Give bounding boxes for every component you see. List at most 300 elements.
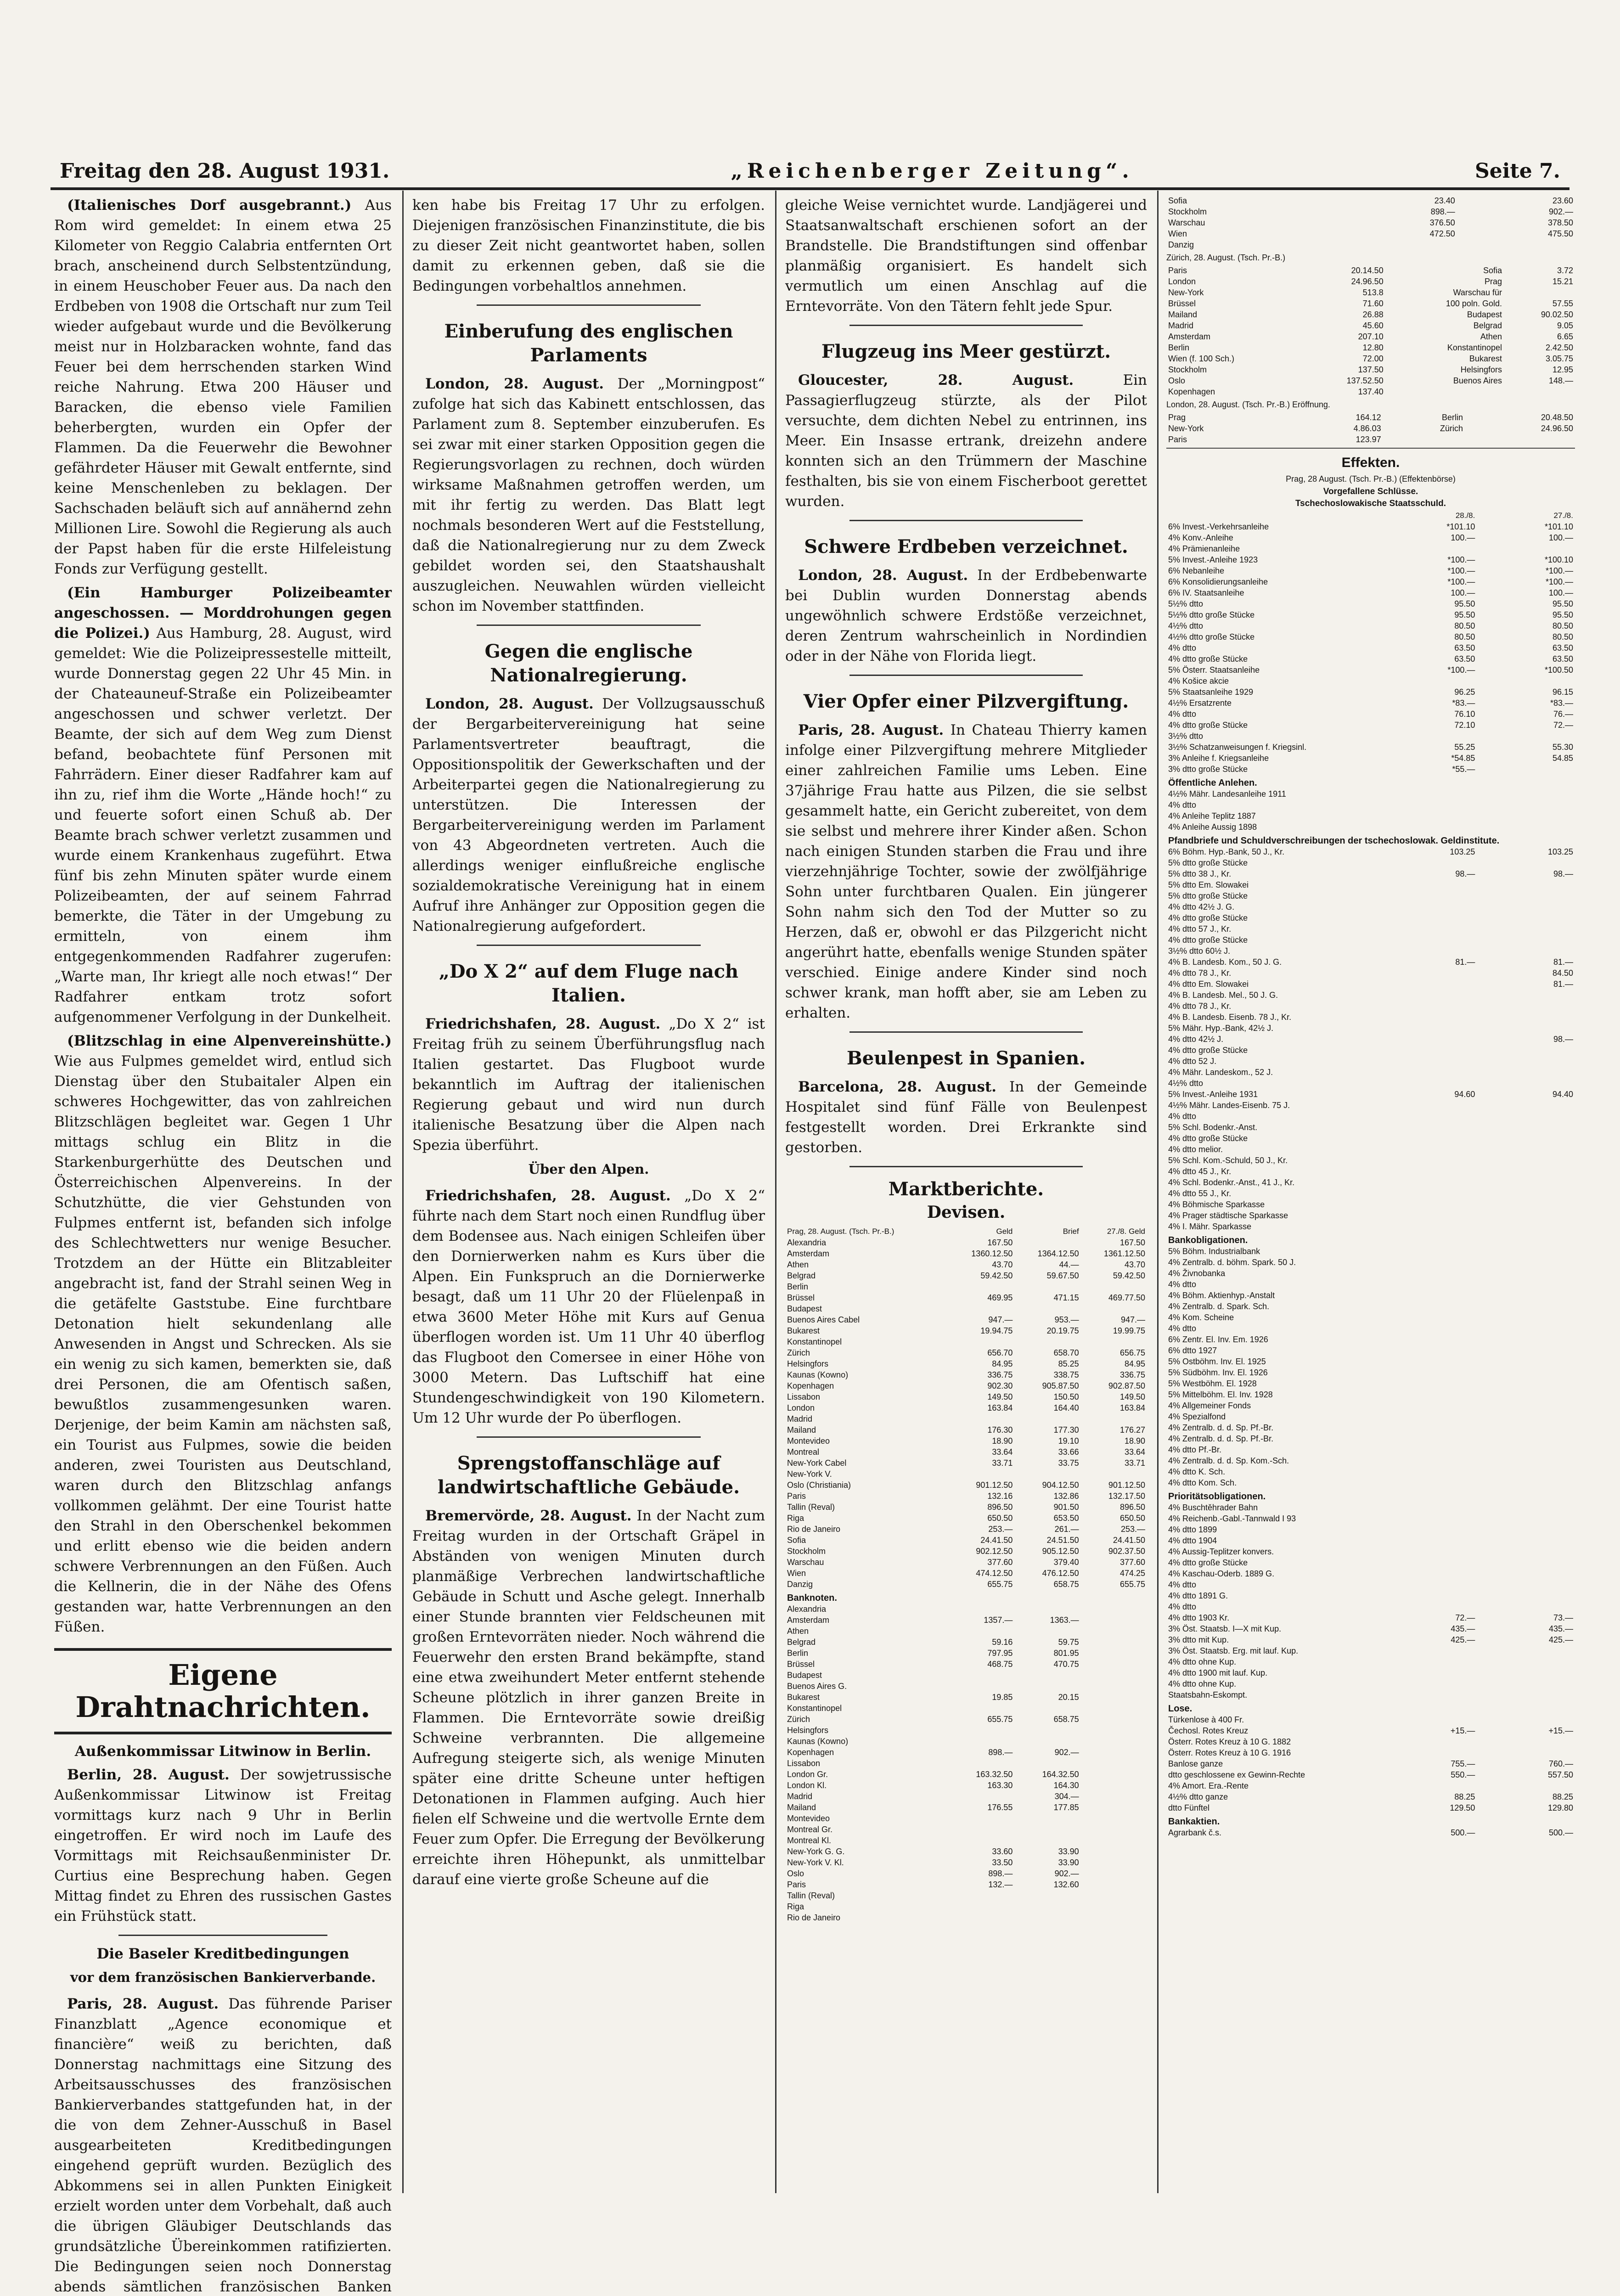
value-cell xyxy=(1379,901,1477,912)
value-cell xyxy=(1014,1303,1080,1314)
value-cell xyxy=(1379,1301,1477,1312)
security-row xyxy=(1166,979,1575,990)
value-cell: 98.— xyxy=(1553,1035,1573,1044)
label-cell: 5% Böhm. Industrialbank xyxy=(1168,1247,1260,1256)
value-cell: 33.60 xyxy=(992,1847,1013,1856)
label-cell: Paris xyxy=(1168,266,1187,275)
rate-row xyxy=(1166,342,1575,353)
value-cell: 132.60 xyxy=(1053,1880,1079,1889)
header-row xyxy=(1166,510,1575,521)
section-heading: Pfandbriefe und Schuldverschreibungen der tschechoslowak. Geldinstitute. xyxy=(1168,836,1500,846)
value-cell xyxy=(1379,1166,1477,1177)
value-cell: 24.96.50 xyxy=(1351,277,1384,286)
label-cell: 4% Reichenb.-Gabl.-Tannwald I 93 xyxy=(1168,1514,1296,1523)
value-cell xyxy=(1014,1736,1080,1747)
value-cell xyxy=(1379,923,1477,934)
rate-row xyxy=(1166,386,1575,397)
label-cell: 4½% dtto xyxy=(1168,1079,1204,1088)
section-row xyxy=(1166,1700,1575,1714)
label-cell: New-York G. G. xyxy=(787,1847,845,1856)
value-cell xyxy=(1477,1513,1575,1524)
value-cell xyxy=(1379,822,1477,833)
value-cell xyxy=(1379,968,1477,979)
value-cell: Budapest xyxy=(1467,310,1502,319)
value-cell xyxy=(1379,990,1477,1001)
value-cell: 1364.12.50 xyxy=(1037,1249,1079,1258)
security-row xyxy=(1166,990,1575,1001)
value-cell xyxy=(1477,1422,1575,1433)
value-cell xyxy=(1477,901,1575,912)
value-cell: 2.42.50 xyxy=(1545,343,1573,352)
label-cell: Athen xyxy=(787,1260,809,1269)
value-cell: 137.50 xyxy=(1358,365,1384,374)
value-cell: 476.12.50 xyxy=(1042,1569,1079,1578)
value-cell xyxy=(1379,1045,1477,1056)
banknote-row xyxy=(785,1769,1147,1780)
value-cell xyxy=(1477,1747,1575,1758)
currency-row xyxy=(785,1491,1147,1502)
security-row xyxy=(1166,1111,1575,1122)
security-row xyxy=(1166,521,1575,532)
headline-mushroom: Vier Opfer einer Pilzvergiftung. xyxy=(803,691,1129,712)
value-cell xyxy=(1477,1645,1575,1656)
label-cell: Rio de Janeiro xyxy=(787,1913,841,1922)
column-rule xyxy=(402,191,404,2193)
value-cell xyxy=(1477,1736,1575,1747)
label-cell: Budapest xyxy=(787,1304,822,1313)
value-cell xyxy=(1477,1444,1575,1455)
label-cell: Paris xyxy=(787,1491,806,1501)
value-cell: *100.10 xyxy=(1544,555,1573,564)
headline-parliament: Einberufung des englischen Parlaments xyxy=(444,321,733,366)
label-cell: Danzig xyxy=(1168,240,1194,249)
banknote-row xyxy=(785,1659,1147,1670)
label-cell: Kaunas (Kowno) xyxy=(787,1370,849,1379)
separator xyxy=(849,1031,1083,1033)
label-cell: Mailand xyxy=(1168,310,1198,319)
rate-row xyxy=(1166,265,1575,276)
security-row xyxy=(1166,901,1575,912)
label-cell: 3% dtto große Stücke xyxy=(1168,765,1248,774)
security-row xyxy=(1166,1301,1575,1312)
label-cell: 4% dtto große Stücke xyxy=(1168,720,1248,730)
banknote-row xyxy=(785,1626,1147,1637)
label-cell: London Kl. xyxy=(787,1781,827,1790)
value-cell: 96.15 xyxy=(1552,687,1573,697)
label-cell: 4½% dtto große Stücke xyxy=(1168,632,1255,642)
label-cell: Madrid xyxy=(1168,321,1194,330)
value-cell xyxy=(1477,1100,1575,1111)
value-cell xyxy=(1014,1703,1080,1714)
value-cell: 59.67.50 xyxy=(1046,1271,1079,1280)
rate-row xyxy=(1166,434,1575,445)
article-mushroom: Paris, 28. August. In Chateau Thierry kamen infolge einer Pilzvergiftung mehrere Mitglieder einer zahlreichen Familie ums Leben. Eine 37jährige Frau hatte aus Pilzen, die sie selbst gesammelt hatte, ein Gericht zubereitet, von dem sie selbst und mehrere ihrer Kinder aßen. Schon nach einigen Stunden starben die Frau und ihre vierzehnjährige Tochter, sowie der zwölfjährige Sohn unter furchtbaren Qualen. Ein jüngerer Sohn nahm sich den Tod der Mutter so zu Herzen, daß er, obwohl er das Pilzgericht nicht angerührt hatte, ebenfalls wenige Stunden später verschied. Einige andere Kinder sind noch schwer krank, man hofft aber, sie am Leben zu erhalten. xyxy=(785,722,1148,1021)
label-cell: 3½% dtto 60½ J. xyxy=(1168,946,1231,956)
banknote-row xyxy=(785,1868,1147,1879)
value-cell xyxy=(1081,1758,1147,1769)
devisen-title: Devisen. xyxy=(927,1203,1006,1222)
banknote-row xyxy=(785,1681,1147,1692)
value-cell xyxy=(1379,1177,1477,1188)
staats-title: Tschechoslowakische Staatsschuld. xyxy=(1295,499,1446,508)
value-cell xyxy=(1477,1221,1575,1232)
security-row xyxy=(1166,1279,1575,1290)
value-cell: 84.95 xyxy=(1124,1359,1145,1368)
value-cell: 650.50 xyxy=(1119,1514,1145,1523)
security-row xyxy=(1166,1345,1575,1356)
label-cell: 4% Prämienanleihe xyxy=(1168,544,1240,553)
value-cell: 94.60 xyxy=(1454,1090,1475,1099)
london-heading: London, 28. August. (Tsch. Pr.-B.) Eröffnung. xyxy=(1166,400,1330,409)
value-cell: Zürich xyxy=(1440,424,1463,433)
label-cell: 4½% Mähr. Landesanleihe 1911 xyxy=(1168,789,1286,799)
section-heading: Öffentliche Anlehen. xyxy=(1168,778,1257,788)
security-row xyxy=(1166,1199,1575,1210)
value-cell xyxy=(1081,1791,1147,1802)
value-cell xyxy=(1339,239,1457,250)
label-cell: Prag xyxy=(1168,413,1186,422)
label-cell: New-York xyxy=(1168,424,1204,433)
value-cell xyxy=(1477,1323,1575,1334)
value-cell: 164.12 xyxy=(1356,413,1381,422)
value-cell xyxy=(948,1901,1014,1912)
value-cell xyxy=(1477,1188,1575,1199)
currency-row xyxy=(785,1347,1147,1358)
value-cell xyxy=(1081,1868,1147,1879)
section-heading: Prioritätsobligationen. xyxy=(1168,1491,1266,1502)
value-cell xyxy=(1014,1758,1080,1769)
security-row xyxy=(1166,1689,1575,1700)
security-row xyxy=(1166,788,1575,799)
headline-plane-crash: Flugzeug ins Meer gestürzt. xyxy=(821,341,1111,362)
value-cell: 73.— xyxy=(1553,1613,1573,1622)
label-cell: Lissabon xyxy=(787,1392,821,1401)
security-row xyxy=(1166,764,1575,775)
value-cell xyxy=(1477,1557,1575,1568)
value-cell xyxy=(1081,1835,1147,1846)
value-cell: 24.41.50 xyxy=(1113,1536,1145,1545)
value-cell xyxy=(1379,1334,1477,1345)
label-cell: 4% Böhmische Sparkasse xyxy=(1168,1200,1265,1209)
value-cell xyxy=(1477,1535,1575,1546)
value-cell xyxy=(1379,1411,1477,1422)
currency-row xyxy=(785,1281,1147,1292)
banknote-row xyxy=(785,1637,1147,1648)
value-cell xyxy=(1014,1890,1080,1901)
label-cell: 3% dtto mit Kup. xyxy=(1168,1635,1229,1644)
separator xyxy=(477,304,701,306)
value-cell: 18.90 xyxy=(1124,1436,1145,1446)
value-cell: 33.64 xyxy=(992,1447,1013,1457)
security-row xyxy=(1166,554,1575,565)
value-cell xyxy=(1477,1400,1575,1411)
security-row xyxy=(1166,912,1575,923)
label-cell: 4% dtto melior. xyxy=(1168,1145,1223,1154)
value-cell: 163.84 xyxy=(1119,1403,1145,1412)
security-row xyxy=(1166,1678,1575,1689)
value-cell: 167.50 xyxy=(1119,1238,1145,1247)
security-row xyxy=(1166,1780,1575,1791)
currency-row xyxy=(785,1303,1147,1314)
value-cell xyxy=(1477,1312,1575,1323)
value-cell xyxy=(948,1281,1014,1292)
label-cell: 4% dtto große Stücke xyxy=(1168,913,1248,923)
value-cell xyxy=(1081,1648,1147,1659)
value-cell: 658.75 xyxy=(1053,1715,1079,1724)
section-row xyxy=(1166,1488,1575,1502)
value-cell xyxy=(948,1413,1014,1424)
value-cell xyxy=(1379,1367,1477,1378)
banknote-row xyxy=(785,1780,1147,1791)
value-cell: 20.14.50 xyxy=(1351,266,1384,275)
value-cell xyxy=(1081,1703,1147,1714)
value-cell: 85.25 xyxy=(1058,1359,1079,1368)
value-cell: 44.— xyxy=(1059,1260,1079,1269)
value-cell xyxy=(1081,1281,1147,1292)
value-cell: 33.71 xyxy=(1124,1458,1145,1468)
security-row xyxy=(1166,1067,1575,1078)
value-cell: 177.85 xyxy=(1053,1803,1079,1812)
value-cell xyxy=(1379,1111,1477,1122)
security-row xyxy=(1166,846,1575,857)
value-cell xyxy=(1477,1590,1575,1601)
label-cell: 6% IV. Staatsanleihe xyxy=(1168,588,1244,597)
value-cell: 901.12.50 xyxy=(976,1480,1013,1490)
value-cell xyxy=(1379,1780,1477,1791)
label-cell: 4% dtto Pf.-Br. xyxy=(1168,1445,1222,1454)
currency-row xyxy=(785,1292,1147,1303)
banknote-row xyxy=(785,1604,1147,1615)
label-cell: London xyxy=(787,1403,815,1412)
label-cell: Montevideo xyxy=(787,1814,830,1823)
currency-row xyxy=(785,1458,1147,1469)
value-cell: 378.50 xyxy=(1547,218,1573,227)
label-cell: Wien xyxy=(1168,229,1187,238)
security-row xyxy=(1166,720,1575,731)
value-cell: 902.12.50 xyxy=(976,1547,1013,1556)
value-cell: 658.70 xyxy=(1053,1348,1079,1357)
value-cell: 24.41.50 xyxy=(980,1536,1013,1545)
value-cell: 425.— xyxy=(1451,1635,1475,1644)
label-cell: 4% Allgemeiner Fonds xyxy=(1168,1401,1251,1410)
value-cell: 80.50 xyxy=(1552,621,1573,630)
label-cell: Berlin xyxy=(787,1649,809,1658)
security-row xyxy=(1166,810,1575,822)
value-cell: 98.— xyxy=(1455,869,1475,878)
currency-row xyxy=(785,1469,1147,1480)
value-cell: 33.66 xyxy=(1058,1447,1079,1457)
value-cell: 3.72 xyxy=(1557,266,1573,275)
label-cell: 4% I. Mähr. Sparkasse xyxy=(1168,1222,1252,1231)
headline-litwinow: Außenkommissar Litwinow in Berlin. xyxy=(74,1743,371,1760)
separator xyxy=(477,1436,701,1438)
value-cell: 103.25 xyxy=(1547,847,1573,856)
value-cell: 100 poln. Gold. xyxy=(1446,299,1502,308)
value-cell: 72.10 xyxy=(1454,720,1475,730)
value-cell: 898.— xyxy=(988,1869,1013,1878)
security-row xyxy=(1166,598,1575,609)
value-cell: 63.50 xyxy=(1552,643,1573,653)
value-cell xyxy=(948,1890,1014,1901)
security-row xyxy=(1166,1634,1575,1645)
security-row xyxy=(1166,1023,1575,1034)
currency-row xyxy=(785,1413,1147,1424)
currency-row xyxy=(785,1535,1147,1546)
value-cell xyxy=(1379,1078,1477,1089)
security-row xyxy=(1166,1246,1575,1257)
label-cell: 4% dtto xyxy=(1168,1580,1197,1589)
value-cell: 468.75 xyxy=(987,1660,1013,1669)
value-cell: *55.— xyxy=(1452,765,1475,774)
value-cell xyxy=(1014,1912,1080,1923)
value-cell xyxy=(1477,1301,1575,1312)
value-cell: 90.02.50 xyxy=(1541,310,1573,319)
value-cell: 176.27 xyxy=(1119,1425,1145,1435)
security-row xyxy=(1166,799,1575,810)
security-row xyxy=(1166,698,1575,709)
value-cell: 435.— xyxy=(1451,1624,1475,1633)
value-cell xyxy=(1379,1246,1477,1257)
value-cell: 43.70 xyxy=(992,1260,1013,1269)
label-cell: Buenos Aires Cabel xyxy=(787,1315,860,1324)
label-cell: 4% dtto große Stücke xyxy=(1168,1134,1248,1143)
currency-row xyxy=(785,1380,1147,1391)
value-cell: 19.99.75 xyxy=(1113,1326,1145,1335)
label-cell: Österr. Rotes Kreuz à 10 G. 1882 xyxy=(1168,1737,1291,1746)
value-cell xyxy=(1081,1626,1147,1637)
section-heading: Lose. xyxy=(1168,1704,1192,1714)
security-row xyxy=(1166,1725,1575,1736)
value-cell: Belgrad xyxy=(1473,321,1502,330)
value-cell xyxy=(1477,810,1575,822)
value-cell xyxy=(1081,1769,1147,1780)
security-row xyxy=(1166,1557,1575,1568)
security-row xyxy=(1166,1034,1575,1045)
security-row xyxy=(1166,1513,1575,1524)
value-cell xyxy=(1379,1477,1477,1488)
value-cell xyxy=(1379,1546,1477,1557)
value-cell: 336.75 xyxy=(987,1370,1013,1379)
value-cell: 57.55 xyxy=(1552,299,1573,308)
value-cell xyxy=(1379,810,1477,822)
security-row xyxy=(1166,587,1575,598)
rate-row xyxy=(1166,206,1575,217)
label-cell: Stockholm xyxy=(1168,207,1207,216)
banknote-row xyxy=(785,1615,1147,1626)
label-cell: 4% dtto xyxy=(1168,800,1197,810)
label-cell: Budapest xyxy=(787,1671,822,1680)
value-cell xyxy=(1081,1303,1147,1314)
value-cell: 132.— xyxy=(988,1880,1013,1889)
label-cell: 4% dtto xyxy=(1168,709,1197,719)
label-cell: Kopenhagen xyxy=(1168,387,1215,396)
separator xyxy=(1166,448,1575,449)
value-cell xyxy=(1477,1502,1575,1513)
label-cell: Riga xyxy=(787,1514,804,1523)
value-cell xyxy=(1379,1268,1477,1279)
value-cell: *100.50 xyxy=(1544,665,1573,675)
value-cell: *101.10 xyxy=(1446,522,1475,531)
security-row xyxy=(1166,675,1575,687)
value-cell: 84.50 xyxy=(1552,968,1573,978)
label-cell: 4½% dtto xyxy=(1168,621,1204,630)
currency-row xyxy=(785,1369,1147,1380)
value-cell: Konstantinopel xyxy=(1447,343,1502,352)
value-cell xyxy=(1081,1725,1147,1736)
value-cell xyxy=(1477,1279,1575,1290)
label-cell: 3% Öst. Staatsb. Erg. mit lauf. Kup. xyxy=(1168,1646,1299,1655)
security-row xyxy=(1166,1389,1575,1400)
value-cell xyxy=(1379,1689,1477,1700)
value-cell xyxy=(1477,934,1575,945)
value-cell xyxy=(1379,1133,1477,1144)
label-cell: Warschau xyxy=(1168,218,1205,227)
value-cell xyxy=(1477,1546,1575,1557)
label-cell: Alexandria xyxy=(787,1238,827,1247)
value-cell: 72.00 xyxy=(1362,354,1384,363)
label-cell: 4% Prager städtische Sparkasse xyxy=(1168,1211,1288,1220)
label-cell: 4% Konv.-Anleihe xyxy=(1168,533,1233,542)
label-cell: Riga xyxy=(787,1902,804,1911)
banknote-row xyxy=(785,1747,1147,1758)
headline-basel: Die Baseler Kreditbedingungen xyxy=(96,1946,349,1962)
value-cell: 902.— xyxy=(1054,1869,1079,1878)
value-cell xyxy=(1379,1345,1477,1356)
security-row xyxy=(1166,1122,1575,1133)
value-cell: 379.40 xyxy=(1053,1558,1079,1567)
value-cell: 656.70 xyxy=(987,1348,1013,1357)
security-row xyxy=(1166,1758,1575,1769)
value-cell: 33.64 xyxy=(1124,1447,1145,1457)
label-cell: Zürich xyxy=(787,1348,810,1357)
label-cell: 5% dtto Em. Slowakei xyxy=(1168,880,1249,889)
section-heading: Bankobligationen. xyxy=(1168,1235,1248,1245)
column-1 xyxy=(54,195,392,2295)
label-cell: Belgrad xyxy=(787,1271,816,1280)
value-cell: 81.— xyxy=(1553,979,1573,989)
label-cell: Amsterdam xyxy=(1168,332,1211,341)
value-cell xyxy=(1379,1524,1477,1535)
label-cell: Brüssel xyxy=(1168,299,1196,308)
value-cell xyxy=(1379,788,1477,799)
securities-table xyxy=(1166,510,1575,1838)
value-cell xyxy=(1379,1389,1477,1400)
security-row xyxy=(1166,1144,1575,1155)
value-cell: 336.75 xyxy=(1119,1370,1145,1379)
value-cell xyxy=(1379,1444,1477,1455)
label-cell: 4% B. Landesb. Eisenb. 78 J., Kr. xyxy=(1168,1013,1292,1022)
article-plane-crash: Gloucester, 28. August. Ein Passagierflugzeug stürzte, als der Pilot versuchte, dem dichten Nebel zu entrinnen, ins Meer. Ein Insasse ertrank, dreizehn andere konnten sich an den Trümmern der Maschine festhalten, bis sie von einem Fischerboot gerettet wurden. xyxy=(785,372,1147,510)
value-cell xyxy=(1477,1367,1575,1378)
value-cell: 15.21 xyxy=(1552,277,1573,286)
banknote-row xyxy=(785,1758,1147,1769)
value-cell xyxy=(948,1791,1014,1802)
value-cell xyxy=(1379,1557,1477,1568)
value-cell xyxy=(1379,934,1477,945)
label-cell: 4% Kaschau-Oderb. 1889 G. xyxy=(1168,1569,1275,1578)
value-cell: 71.60 xyxy=(1362,299,1384,308)
value-cell xyxy=(1379,857,1477,868)
value-cell: Warschau für xyxy=(1453,288,1502,297)
value-cell xyxy=(1477,1466,1575,1477)
label-cell: 4% dtto große Stücke xyxy=(1168,1046,1248,1055)
value-cell: *100.— xyxy=(1545,566,1573,575)
security-row xyxy=(1166,742,1575,753)
label-cell: 5% Österr. Staatsanleihe xyxy=(1168,665,1260,675)
value-cell xyxy=(1379,1590,1477,1601)
value-cell: 947.— xyxy=(1120,1315,1145,1324)
devisen-table xyxy=(785,1226,1147,1923)
